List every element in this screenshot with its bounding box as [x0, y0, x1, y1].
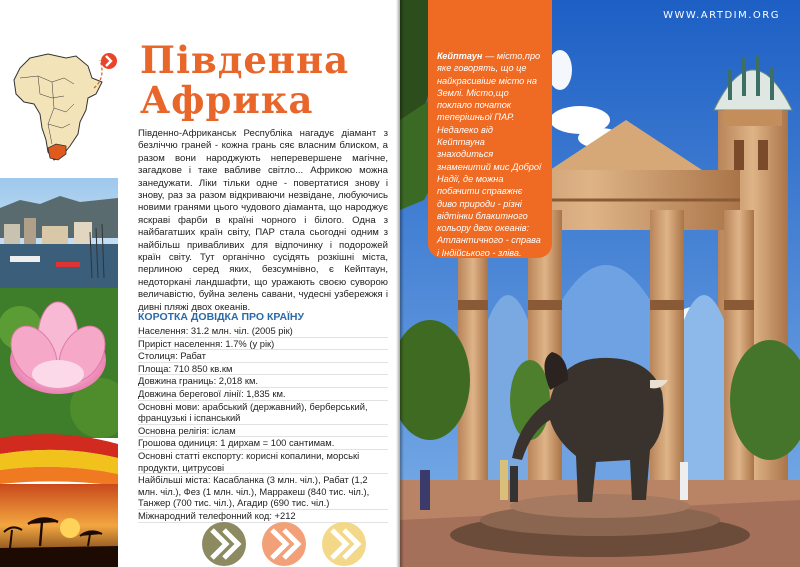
- callout-body: — місто,про яке говорять, що це найкрасивіше місто на Землі. Місто,що поклало початок теперішньої ПАР. Недалеко від Кейптауна знаходиться знаменитий мис Доброї Надії, де можна побачити справжнє диво природи - різні відтінки блакитного кольору двох океанів: Атлантичного - справа і Індійського - зліва.: [437, 51, 541, 258]
- reference-list: [138, 325, 388, 523]
- list-item: Основні статті експорту: корисні копалини, морські продукти, цитрусові: [138, 450, 388, 474]
- title-line-1: Південна: [140, 38, 350, 82]
- list-item: Найбільші міста: Касабланка (3 млн. чіл.), Рабат (1,2 млн. чіл.), Фез (1 млн. чіл.), Марракеш (840 тис. чіл.), Танжер (700 тис. чіл.), Агадир (690 тис. чіл.): [138, 474, 388, 510]
- list-item: Грошова одиниця: 1 дирхам = 100 сантимам.: [138, 437, 388, 450]
- list-item: Основні мови: арабський (державний), берберський, французькі і іспанський: [138, 401, 388, 425]
- callout-lead: Кейптаун: [437, 51, 483, 61]
- callout-text: [437, 50, 543, 259]
- list-item: Приріст населення: 1.7% (у рік): [138, 338, 388, 351]
- intro-text: Південно-Африканськ Республіка нагадує діамант з безліччю граней - кожна грань сяє власним блиском, а разом вони народжують неперевершене магічне, загадкове і таке вабливе світло... Африкою можна занедужати. Ліки тільки одне - повертатися знову і знову, раз за разом відкриваючи незвідане, любуючись новими гранями цього чудового діаманта, що народжує яскраві фарби в країні чорного і білого. Одна з найбагатших країн світу, ПАР стала сьогодні одним з найбільш привабливих для відпочинку і подорожей країн світу. Тут органічно сусідять розкішні міста, перлиною серед яких, безсумнівно, є Кейптаун, недоторкані ландшафти, що уражають своєю суворою величавістю, буйна зелень савани, чудесні узбережжя і дивні пляжі двох океанів.: [138, 128, 388, 313]
- decorative-chevrons: [196, 520, 376, 567]
- right-page: [400, 0, 800, 567]
- site-url: WWW.ARTDIM.ORG: [663, 10, 780, 21]
- list-item: Міжнародний телефонний код: +212: [138, 510, 388, 523]
- africa-map-icon: [8, 48, 108, 168]
- title-line-2: Африка: [140, 78, 314, 122]
- list-item: Основна релігія: іслам: [138, 425, 388, 438]
- list-item: Площа: 710 850 кв.км: [138, 363, 388, 376]
- photo-strip: [0, 178, 118, 567]
- reference-heading: КОРОТКА ДОВІДКА ПРО КРАЇНУ: [138, 311, 305, 323]
- list-item: Довжина границь: 2,018 км.: [138, 375, 388, 388]
- chevron-right-icon: [100, 52, 118, 75]
- callout-box: [428, 0, 552, 258]
- page-title: [140, 40, 349, 120]
- list-item: Довжина берегової лінії: 1,835 км.: [138, 388, 388, 401]
- page-gutter: [396, 0, 404, 567]
- list-item: Столиця: Рабат: [138, 350, 388, 363]
- list-item: Населення: 31.2 млн. чіл. (2005 рік): [138, 325, 388, 338]
